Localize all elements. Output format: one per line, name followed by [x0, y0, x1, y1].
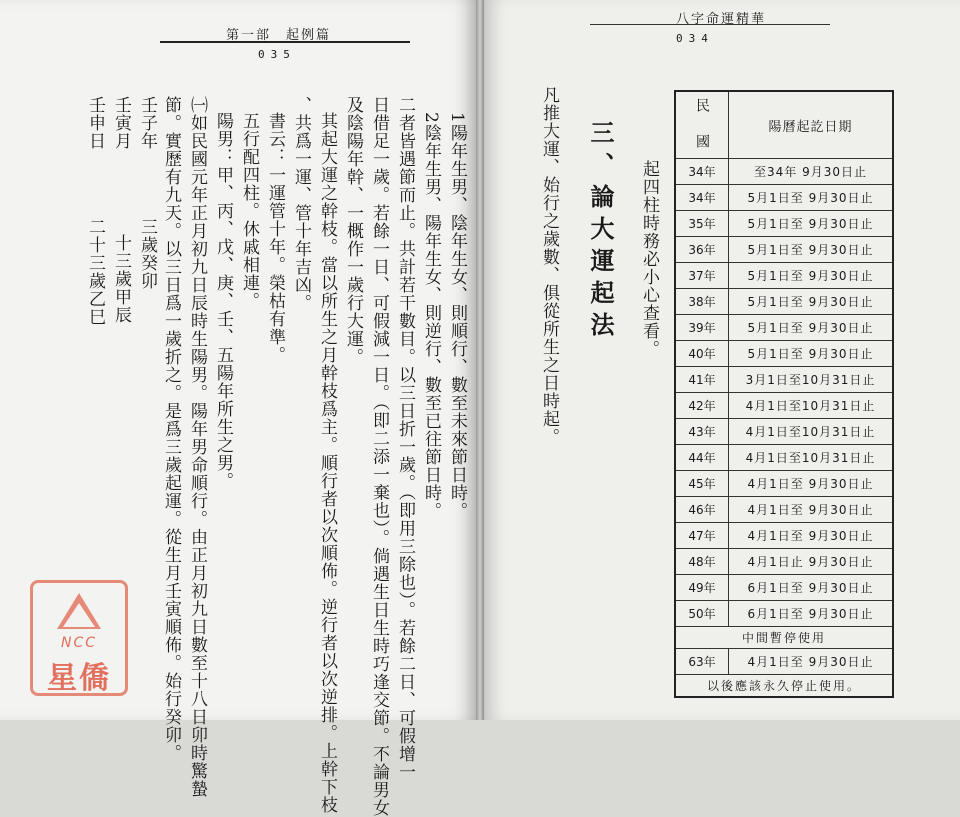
table-row: [676, 444, 892, 471]
table-row: [676, 392, 892, 419]
table-cell-year: 41年: [676, 366, 729, 392]
table-row: [676, 648, 892, 675]
right-header-rule: [590, 24, 830, 25]
table-cell-year: 63年: [676, 648, 729, 674]
date-range-table: [674, 90, 894, 698]
table-footer-row: [676, 674, 892, 696]
table-row: [676, 522, 892, 549]
stamp-name: 星僑: [47, 661, 111, 696]
table-cell-year: 37年: [676, 262, 729, 288]
left-page-number: 035: [258, 48, 296, 61]
table-cell-range: 5月1日至 9月30日止: [747, 216, 874, 231]
table-cell-year: 36年: [676, 236, 729, 262]
table-cell-range: 4月1日至10月31日止: [745, 424, 876, 439]
table-cell-range: 5月1日至 9月30日止: [747, 190, 874, 205]
table-cell-year: 47年: [676, 522, 729, 548]
table-row: [676, 574, 892, 601]
table-cell-year: 34年: [676, 158, 729, 184]
table-row: [676, 496, 892, 523]
table-cell-year: 45年: [676, 470, 729, 496]
text-column: 日借足一歲。若餘一日、可假減一日。（即二添一棄也）。倘遇生日生時巧逢交節。不論男女: [369, 96, 389, 817]
table-row: [676, 158, 892, 185]
table-suspended-row: [676, 626, 892, 649]
table-row: [676, 548, 892, 575]
book-gutter: [476, 0, 484, 720]
table-cell-range: 4月1日至 9月30日止: [747, 502, 874, 517]
table-cell-range: 4月1日至 9月30日止: [747, 654, 874, 669]
table-cell-range: 4月1日止 9月30日止: [747, 554, 874, 569]
left-header-rule: [160, 41, 410, 43]
section-title: 三、論大運起法: [586, 120, 615, 344]
table-row: [676, 236, 892, 263]
table-row: [676, 262, 892, 289]
text-column: 、共爲一運、管十年吉凶。: [291, 96, 311, 312]
table-cell-year: 40年: [676, 340, 729, 366]
table-cell-range: 4月1日至10月31日止: [745, 398, 876, 413]
table-row: [676, 366, 892, 393]
table-cell-range: 5月1日至 9月30日止: [747, 346, 874, 361]
table-row: [676, 418, 892, 445]
table-row: [676, 210, 892, 237]
example-value: 十三歲甲辰: [111, 234, 131, 324]
table-cell-year: 48年: [676, 548, 729, 574]
table-cell-range: 4月1日至 9月30日止: [747, 476, 874, 491]
table-row: [676, 470, 892, 497]
table-cell-year: 39年: [676, 314, 729, 340]
table-cell-year: 43年: [676, 418, 729, 444]
stamp-brand: NCC: [60, 635, 98, 651]
right-page-number: 034: [676, 32, 714, 45]
example-label: 壬寅月: [111, 96, 131, 150]
example-value: 三歲癸卯: [137, 218, 157, 290]
table-cell-year: 50年: [676, 600, 729, 626]
text-column: 2陰年生男、陽年生女、則逆行、數至已往節日時。: [421, 112, 441, 520]
table-cell-year: 44年: [676, 444, 729, 470]
table-cell-range: 6月1日至 9月30日止: [747, 580, 874, 595]
table-row: [676, 600, 892, 627]
table-row: [676, 340, 892, 367]
text-column: 書云：一運管十年。榮枯有準。: [265, 112, 285, 364]
table-cell-range: 3月1日至10月31日止: [745, 372, 876, 387]
example-label: 壬子年: [137, 96, 157, 150]
table-cell-range: 5月1日至 9月30日止: [747, 268, 874, 283]
table-header-year: 民 國: [676, 92, 729, 158]
table-cell-range: 6月1日至 9月30日止: [747, 606, 874, 621]
table-header-row: [676, 92, 892, 159]
table-header-range: 陽曆起訖日期: [768, 119, 853, 135]
table-cell-year: 38年: [676, 288, 729, 314]
example-value: 二十三歲乙巳: [85, 218, 105, 326]
table-cell-range: 4月1日至10月31日止: [745, 450, 876, 465]
table-cell-range: 5月1日至 9月30日止: [747, 242, 874, 257]
text-column: 五行配四柱。休戚相連。: [239, 112, 259, 310]
table-cell-range: 5月1日至 9月30日止: [747, 294, 874, 309]
text-column: 二者皆遇節而止。共計若干數目。以三日折一歲。（即用三除也）。若餘二日、可假增一: [395, 96, 415, 781]
text-column: 凡推大運、始行之歲數、俱從所生之日時起。: [539, 86, 559, 446]
left-page-header: 第一部 起例篇: [226, 28, 332, 43]
example-label: 壬申日: [85, 96, 105, 150]
table-footer-note: 以後應該永久停止使用。: [706, 678, 861, 693]
table-cell-year: 42年: [676, 392, 729, 418]
table-cell-range: 4月1日至 9月30日止: [747, 528, 874, 543]
table-cell-year: 49年: [676, 574, 729, 600]
text-column: 節。實歷有九天。以三日爲一歲折之。是爲三歲起運。從生月壬寅順佈。始行癸卯。: [161, 96, 181, 762]
text-column: 1陽年生男、陰年生女、則順行、數至未來節日時。: [447, 112, 467, 520]
table-cell-range: 5月1日至 9月30日止: [747, 320, 874, 335]
text-column: 其起大運之幹枝。當以所生之月幹枝爲主。順行者以次順佈。逆行者以次逆排。上幹下枝: [317, 112, 337, 814]
table-cell-range: 至34年 9月30日止: [754, 164, 867, 179]
watermark-stamp: [30, 580, 128, 696]
table-row: [676, 288, 892, 315]
text-column: ㈠如民國元年正月初九日辰時生陽男。陽年男命順行。由正月初九日數至十八日卯時驚蟄: [187, 96, 207, 798]
table-cell-year: 46年: [676, 496, 729, 522]
text-column: 及陰陽年幹、一概作一歲行大運。: [343, 96, 363, 366]
table-row: [676, 184, 892, 211]
table-cell-year: 35年: [676, 210, 729, 236]
text-column: 陽男：甲、丙、戊、庚、壬、五陽年所生之男。: [213, 112, 233, 490]
table-suspended-note: 中間暫停使用: [741, 630, 826, 645]
table-row: [676, 314, 892, 341]
text-column: 起四柱時務必小心查看。: [639, 160, 659, 358]
right-page-header: 八字命運精華: [676, 12, 767, 27]
table-cell-year: 34年: [676, 184, 729, 210]
